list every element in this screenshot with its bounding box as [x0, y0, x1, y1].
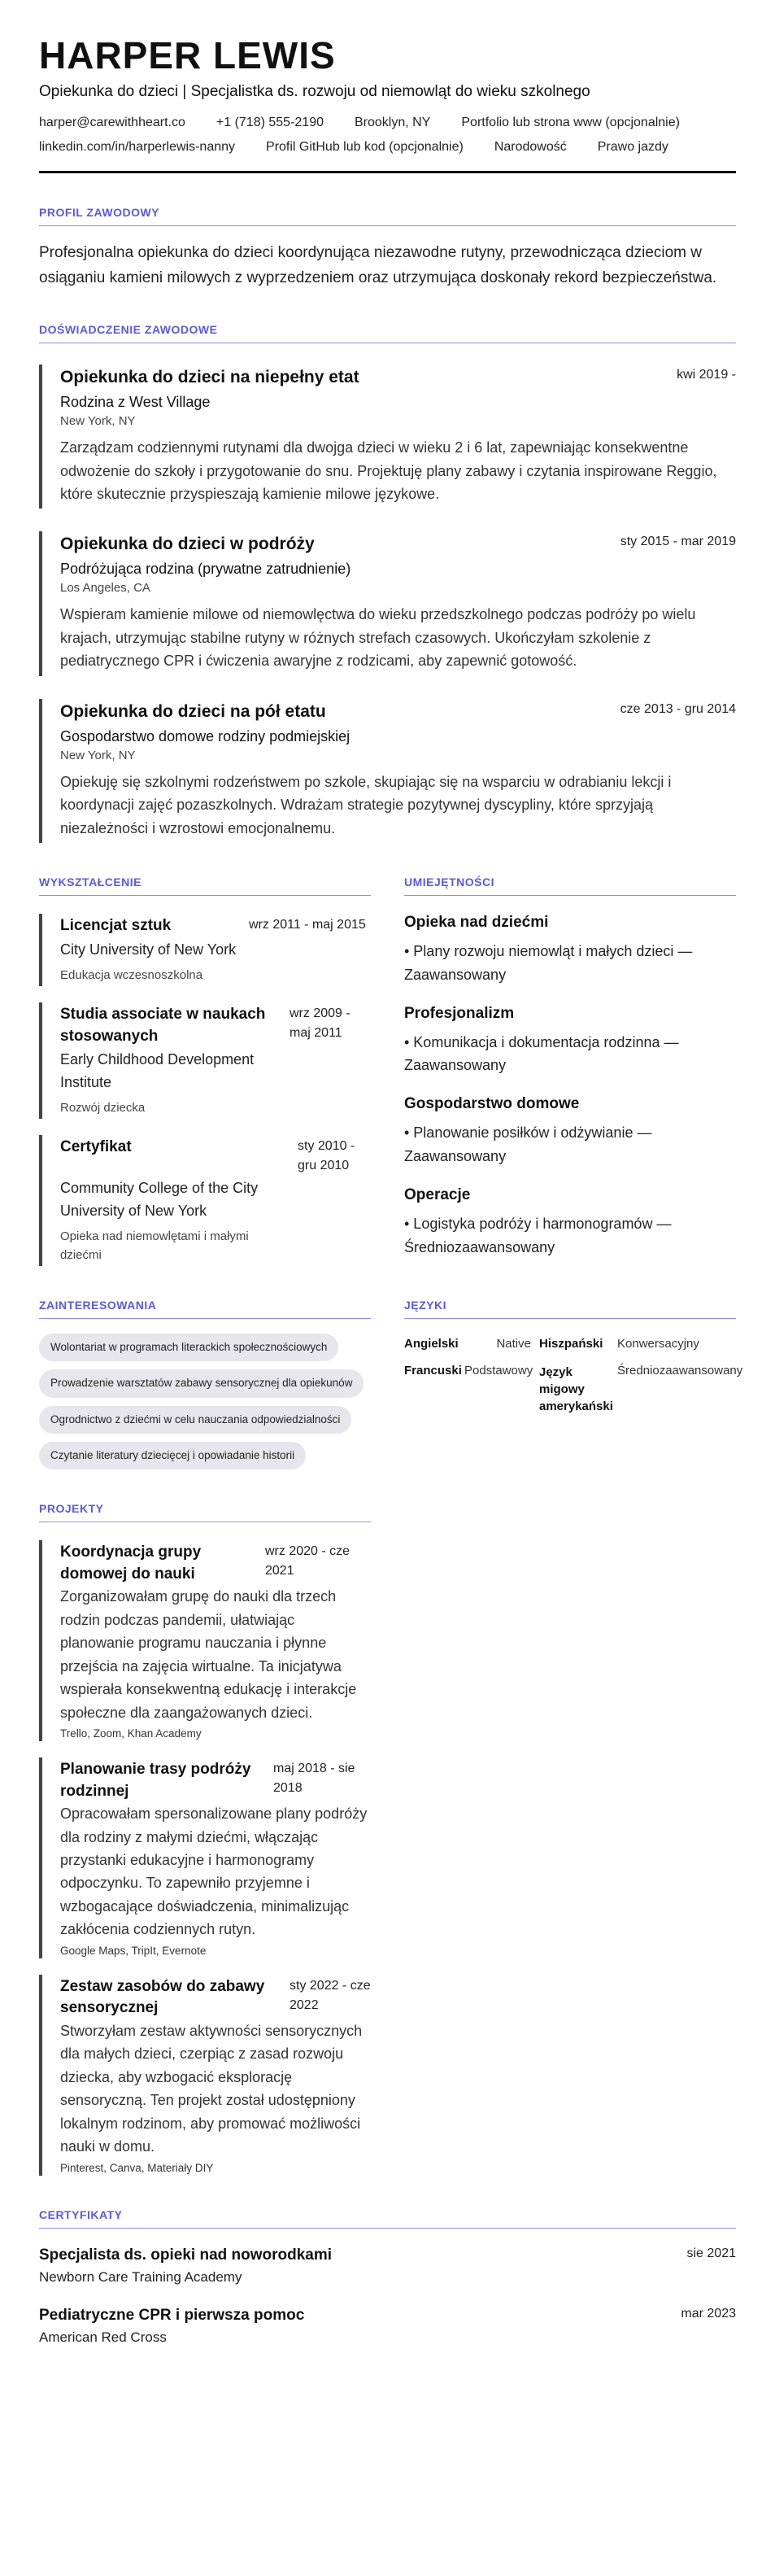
contact-portfolio[interactable]: Portfolio lub strona www (opcjonalnie) — [461, 116, 680, 130]
skills-section — [404, 875, 736, 1266]
language-name: Hiszpański — [539, 1337, 603, 1351]
job-entry — [39, 531, 736, 675]
project-description: Stworzyłam zestaw aktywności sensorycznych dla małych dzieci, czerpiąc z zasad rozwoju dziecka, aby wzbogacić eksplorację sensoryczną. Ten projekt został udostępniony lokalnym rodzinom, aby promować możliwości nauki w domu. — [60, 2022, 363, 2155]
contact-row-1 — [39, 116, 736, 130]
job-company: Gospodarstwo domowe rodziny podmiejskiej — [60, 727, 350, 744]
project-tools: Pinterest, Canva, Materiały DIY — [60, 2161, 214, 2174]
skill-item: • Plany rozwoju niemowląt i małych dzieci — Zaawansowany — [404, 943, 693, 983]
summary-text: Profesjonalna opiekunka do dzieci koordynująca niezawodne rutyny, przewodnicząca dzieciom w osiąganiu kamieni milowych z wyprzedzeniem oraz utrzymująca doskonały rekord bezpieczeństwa. — [39, 244, 717, 286]
certification-issuer: Newborn Care Training Academy — [39, 2268, 242, 2285]
project-entry — [39, 1540, 371, 1741]
degree-title: Studia associate w naukach stosowanych — [60, 1006, 266, 1045]
education-entry — [39, 914, 371, 986]
job-description: Wspieram kamienie milowe od niemowlęctwa do wieku przedszkolnego podczas podróży po wielu krajach, utrzymując stabilne rutyny w różnych strefach czasowych. Ukończyłam szkolenie z pediatrycznego CPR i ćwiczenia awaryjne z rodzicami, aby zapewnić gotowość. — [60, 606, 696, 670]
contact-github[interactable]: Profil GitHub lub kod (opcjonalnie) — [266, 140, 464, 155]
language-level: Native — [496, 1337, 531, 1351]
education-date: wrz 2009 - maj 2011 — [290, 1006, 350, 1040]
interest-chip-list — [39, 1334, 371, 1469]
education-entry — [39, 1002, 371, 1119]
job-company: Rodzina z West Village — [60, 394, 211, 411]
job-entry — [39, 365, 736, 509]
project-description: Opracowałam spersonalizowane plany podróży dla rodziny z małymi dziećmi, włączając przystanki edukacyjne i harmonogramy odpoczynku. To zapewniło przyjemne i wzbogacające doświadczenia, minimalizując zakłócenia codziennych rutyn. — [60, 1805, 368, 1938]
interests-languages-row — [39, 1299, 743, 1469]
project-date: maj 2018 - sie 2018 — [273, 1761, 355, 1795]
contact-nationality: Narodowość — [494, 140, 567, 155]
project-title: Planowanie trasy podróży rodzinnej — [60, 1760, 251, 1800]
certifications-section — [39, 2208, 736, 2346]
job-description: Zarządzam codziennymi rutynami dla dwojga dzieci w wieku 2 i 6 lat, zapewniając konsekwentne odwożenie do szkoły i przygotowanie do snu. Projektuję plany zabawy i czytania inspirowane Reggio, które skutecznie przyspieszają kamienie milowe językowe. — [60, 439, 717, 502]
section-title: PROJEKTY — [39, 1502, 371, 1522]
certification-issuer: American Red Cross — [39, 2329, 167, 2345]
certification-name: Pediatryczne CPR i pierwsza pomoc — [39, 2306, 305, 2324]
education-date: wrz 2011 - maj 2015 — [249, 918, 366, 932]
project-title: Koordynacja grupy domowej do nauki — [60, 1543, 202, 1583]
degree-title: Licencjat sztuk — [60, 917, 172, 935]
interest-chip: Ogrodnictwo z dziećmi w celu nauczania odpowiedzialności — [39, 1406, 351, 1434]
skill-item: • Komunikacja i dokumentacja rodzinna — Zaawansowany — [404, 1033, 679, 1074]
project-description: Zorganizowałam grupę do nauki dla trzech rodzin podczas pandemii, ułatwiając planowanie programu nauczania i płynne przejścia na zajęcia wirtualne. Ta inicjatywa wspierała konsekwentną edukację i interakcje społeczne dla zaangażowanych dzieci. — [60, 1588, 357, 1721]
section-title: WYKSZTAŁCENIE — [39, 875, 371, 896]
degree-title: Certyfikat — [60, 1138, 132, 1156]
interest-chip: Czytanie literatury dziecięcej i opowiadanie historii — [39, 1442, 306, 1469]
job-location: New York, NY — [60, 414, 136, 429]
contact-linkedin[interactable]: linkedin.com/in/harperlewis-nanny — [39, 140, 236, 155]
job-title: Opiekunka do dzieci w podróży — [60, 535, 315, 554]
experience-section — [39, 323, 736, 843]
education-skills-row — [39, 875, 736, 1266]
job-date: kwi 2019 - — [677, 368, 736, 382]
section-title: ZAINTERESOWANIA — [39, 1299, 371, 1319]
language-name: Francuski — [404, 1364, 462, 1378]
certification-entry — [39, 2307, 736, 2346]
interests-section — [39, 1299, 371, 1469]
certification-date: mar 2023 — [681, 2306, 736, 2321]
job-company: Podróżująca rodzina (prywatne zatrudnienie) — [60, 561, 351, 578]
project-tools: Trello, Zoom, Khan Academy — [60, 1727, 202, 1740]
project-date: wrz 2020 - cze 2021 — [265, 1544, 350, 1578]
school-name: Early Childhood Development Institute — [60, 1051, 255, 1091]
skill-category: Gospodarstwo domowe — [404, 1095, 580, 1113]
section-title: DOŚWIADCZENIE ZAWODOWE — [39, 323, 736, 343]
certification-entry — [39, 2246, 736, 2286]
skill-category: Opieka nad dziećmi — [404, 914, 549, 932]
language-level: Podstawowy — [464, 1364, 533, 1378]
school-name: Community College of the City University of New York — [60, 1180, 259, 1220]
job-date: sty 2015 - mar 2019 — [620, 535, 736, 549]
summary-section — [39, 206, 736, 290]
interest-chip: Prowadzenie warsztatów zabawy sensorycznej dla opiekunów — [39, 1369, 364, 1397]
job-title: Opiekunka do dzieci na pół etatu — [60, 701, 326, 721]
projects-section — [39, 1502, 371, 2175]
language-name: Angielski — [404, 1337, 459, 1351]
project-entry — [39, 1975, 371, 2176]
resume-header — [39, 36, 736, 173]
field-of-study: Rozwój dziecka — [60, 1100, 146, 1115]
skill-category: Operacje — [404, 1185, 471, 1203]
contact-phone[interactable]: +1 (718) 555-2190 — [216, 116, 324, 130]
languages-section — [404, 1299, 743, 1469]
contact-driving-license: Prawo jazdy — [597, 140, 668, 155]
contact-location: Brooklyn, NY — [355, 116, 431, 130]
language-level: Konwersacyjny — [617, 1337, 699, 1351]
candidate-name: HARPER LEWIS — [39, 34, 336, 76]
job-date: cze 2013 - gru 2014 — [620, 701, 736, 716]
candidate-headline: Opiekunka do dzieci | Specjalistka ds. rozwoju od niemowląt do wieku szkolnego — [39, 83, 590, 101]
language-name: Język migowy amerykański — [539, 1365, 613, 1414]
contact-row-2 — [39, 140, 736, 155]
section-title: PROFIL ZAWODOWY — [39, 206, 736, 226]
job-location: New York, NY — [60, 748, 136, 762]
field-of-study: Opieka nad niemowlętami i małymi dziećmi — [60, 1229, 249, 1262]
skill-item: • Planowanie posiłków i odżywianie — Zaawansowany — [404, 1124, 652, 1164]
contact-email[interactable]: harper@carewithheart.co — [39, 116, 185, 130]
certification-date: sie 2021 — [686, 2246, 736, 2260]
language-level: Średniozaawansowany — [617, 1364, 743, 1378]
header-divider — [39, 171, 736, 173]
skill-category: Profesjonalizm — [404, 1004, 515, 1022]
section-title: CERTYFIKATY — [39, 2208, 736, 2229]
school-name: City University of New York — [60, 941, 237, 958]
skill-item: • Logistyka podróży i harmonogramów — Średniozaawansowany — [404, 1215, 672, 1255]
project-title: Zestaw zasobów do zabawy sensorycznej — [60, 1977, 265, 2017]
job-entry — [39, 699, 736, 843]
project-tools: Google Maps, TripIt, Evernote — [60, 1944, 207, 1957]
job-description: Opiekuję się szkolnymi rodzeństwem po szkole, skupiając się na wsparciu w odrabianiu lekcji i koordynacji zajęć pozaszkolnych. Wdrażam strategie pozytywnej dyscypliny, które sprzyjają niezależności i wzrostowi emocjonalnemu. — [60, 773, 672, 836]
field-of-study: Edukacja wczesnoszkolna — [60, 967, 203, 982]
job-location: Los Angeles, CA — [60, 581, 150, 596]
job-title: Opiekunka do dzieci na niepełny etat — [60, 368, 359, 387]
section-title: JĘZYKI — [404, 1299, 736, 1319]
education-date: sty 2010 - gru 2010 — [298, 1139, 355, 1173]
section-title: UMIEJĘTNOŚCI — [404, 875, 736, 896]
language-grid — [404, 1337, 743, 1415]
project-date: sty 2022 - cze 2022 — [290, 1978, 371, 2012]
interest-chip: Wolontariat w programach literackich społecznościowych — [39, 1334, 338, 1361]
education-section — [39, 875, 371, 1266]
project-entry — [39, 1757, 371, 1958]
education-entry — [39, 1135, 371, 1266]
certification-name: Specjalista ds. opieki nad noworodkami — [39, 2246, 333, 2264]
